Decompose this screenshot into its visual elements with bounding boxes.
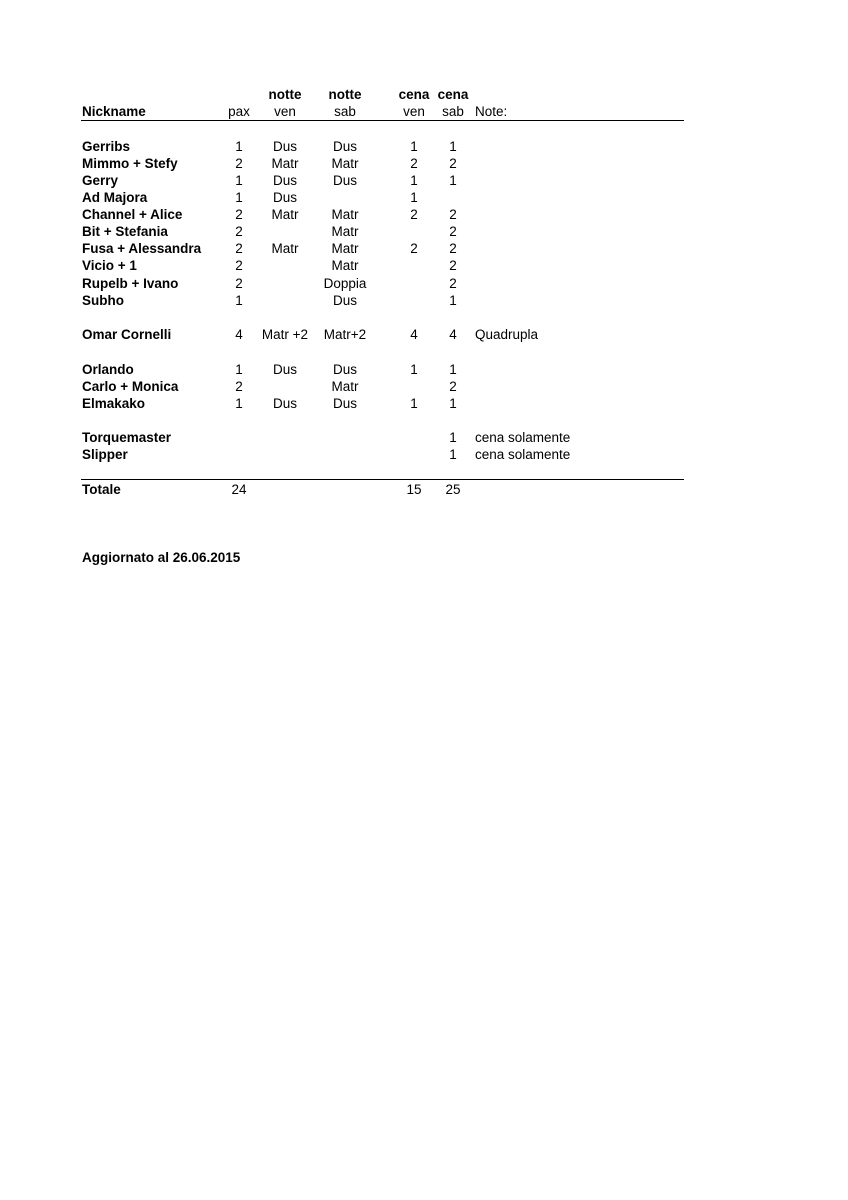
row-pax: 2	[235, 224, 243, 239]
row-cena-sab: 1	[449, 362, 457, 377]
row-note: Quadrupla	[475, 327, 539, 342]
row-pax: 2	[235, 276, 243, 291]
row-cena-sab: 1	[449, 139, 457, 154]
header-pax: pax	[228, 104, 250, 119]
row-notte-sab: Dus	[332, 173, 357, 188]
row-pax: 1	[235, 362, 243, 377]
row-notte-ven: Dus	[272, 396, 297, 411]
table-row	[0, 292, 848, 309]
row-cena-ven: 1	[410, 173, 418, 188]
header-cena-sab: sab	[442, 104, 464, 119]
row-notte-ven: Matr	[271, 241, 299, 256]
row-cena-sab: 2	[449, 258, 457, 273]
row-notte-sab: Dus	[332, 139, 357, 154]
row-cena-sab: 2	[449, 156, 457, 171]
row-notte-sab: Matr	[331, 379, 359, 394]
table-row	[0, 326, 848, 343]
row-name: Vicio + 1	[82, 258, 137, 273]
table-row	[0, 155, 848, 172]
total-rule	[81, 479, 684, 480]
header-notte-sab: sab	[334, 104, 356, 119]
header-cena-ven: ven	[403, 104, 425, 119]
row-name: Gerribs	[82, 139, 131, 154]
total-cena-ven: 15	[406, 482, 422, 497]
row-name: Mimmo + Stefy	[82, 156, 178, 171]
row-notte-ven: Matr	[271, 156, 299, 171]
row-cena-sab: 1	[449, 293, 457, 308]
row-name: Ad Majora	[82, 190, 148, 205]
row-name: Gerry	[82, 173, 119, 188]
table-row	[0, 395, 848, 412]
table-row	[0, 189, 848, 206]
table-row	[0, 378, 848, 395]
row-notte-ven: Dus	[272, 173, 297, 188]
row-notte-sab: Dus	[332, 293, 357, 308]
row-name: Orlando	[82, 362, 134, 377]
row-cena-ven: 2	[410, 156, 418, 171]
row-cena-sab: 2	[449, 276, 457, 291]
row-cena-sab: 1	[449, 430, 457, 445]
row-cena-ven: 1	[410, 362, 418, 377]
updated-date: Aggiornato al 26.06.2015	[82, 550, 241, 565]
row-name: Carlo + Monica	[82, 379, 179, 394]
row-cena-sab: 1	[449, 173, 457, 188]
table-row	[0, 223, 848, 240]
row-name: Rupelb + Ivano	[82, 276, 179, 291]
row-pax: 2	[235, 241, 243, 256]
table-row	[0, 429, 848, 446]
table-row	[0, 257, 848, 274]
header-notte-ven: ven	[274, 104, 296, 119]
row-cena-sab: 2	[449, 224, 457, 239]
row-cena-sab: 2	[449, 241, 457, 256]
row-notte-ven: Dus	[272, 190, 297, 205]
row-name: Fusa + Alessandra	[82, 241, 202, 256]
table-row	[0, 275, 848, 292]
total-pax: 24	[231, 482, 247, 497]
row-notte-sab: Matr	[331, 224, 359, 239]
row-notte-ven: Matr +2	[261, 327, 309, 342]
row-notte-sab: Matr+2	[323, 327, 367, 342]
row-pax: 2	[235, 156, 243, 171]
table-header	[0, 103, 848, 120]
row-notte-sab: Matr	[331, 258, 359, 273]
row-pax: 4	[235, 327, 243, 342]
row-notte-sab: Matr	[331, 207, 359, 222]
row-notte-sab: Matr	[331, 241, 359, 256]
row-pax: 1	[235, 293, 243, 308]
row-cena-ven: 1	[410, 190, 418, 205]
row-name: Channel + Alice	[82, 207, 183, 222]
header-note: Note:	[475, 104, 508, 119]
row-name: Bit + Stefania	[82, 224, 168, 239]
row-note: cena solamente	[475, 447, 571, 462]
table-row	[0, 172, 848, 189]
row-pax: 1	[235, 396, 243, 411]
row-cena-ven: 2	[410, 207, 418, 222]
row-cena-sab: 1	[449, 396, 457, 411]
table-row	[0, 138, 848, 155]
row-notte-ven: Matr	[271, 207, 299, 222]
row-notte-sab: Doppia	[323, 276, 367, 291]
row-cena-sab: 4	[449, 327, 457, 342]
row-notte-sab: Dus	[332, 396, 357, 411]
row-name: Omar Cornelli	[82, 327, 172, 342]
row-cena-ven: 4	[410, 327, 418, 342]
row-pax: 2	[235, 258, 243, 273]
row-cena-ven: 2	[410, 241, 418, 256]
row-cena-sab: 1	[449, 447, 457, 462]
row-name: Subho	[82, 293, 124, 308]
row-cena-ven: 1	[410, 139, 418, 154]
row-name: Torquemaster	[82, 430, 172, 445]
row-name: Slipper	[82, 447, 128, 462]
total-row	[0, 481, 848, 498]
row-notte-ven: Dus	[272, 362, 297, 377]
row-note: cena solamente	[475, 430, 571, 445]
row-pax: 1	[235, 139, 243, 154]
table-row	[0, 206, 848, 223]
header-notte-sab-top: notte	[328, 87, 362, 102]
row-notte-sab: Dus	[332, 362, 357, 377]
header-rule	[81, 120, 684, 121]
header-cena-sab-top: cena	[437, 87, 469, 102]
row-cena-ven: 1	[410, 396, 418, 411]
header-notte-ven-top: notte	[268, 87, 302, 102]
row-pax: 2	[235, 207, 243, 222]
table-header-top	[0, 86, 848, 103]
row-notte-sab: Matr	[331, 156, 359, 171]
table-row	[0, 240, 848, 257]
row-pax: 2	[235, 379, 243, 394]
total-cena-sab: 25	[445, 482, 461, 497]
row-name: Elmakako	[82, 396, 146, 411]
header-cena-ven-top: cena	[398, 87, 430, 102]
table-row	[0, 361, 848, 378]
header-nickname: Nickname	[82, 104, 146, 119]
total-label: Totale	[82, 482, 121, 497]
row-pax: 1	[235, 190, 243, 205]
row-notte-ven: Dus	[272, 139, 297, 154]
row-cena-sab: 2	[449, 207, 457, 222]
row-cena-sab: 2	[449, 379, 457, 394]
row-pax: 1	[235, 173, 243, 188]
table-row	[0, 446, 848, 463]
